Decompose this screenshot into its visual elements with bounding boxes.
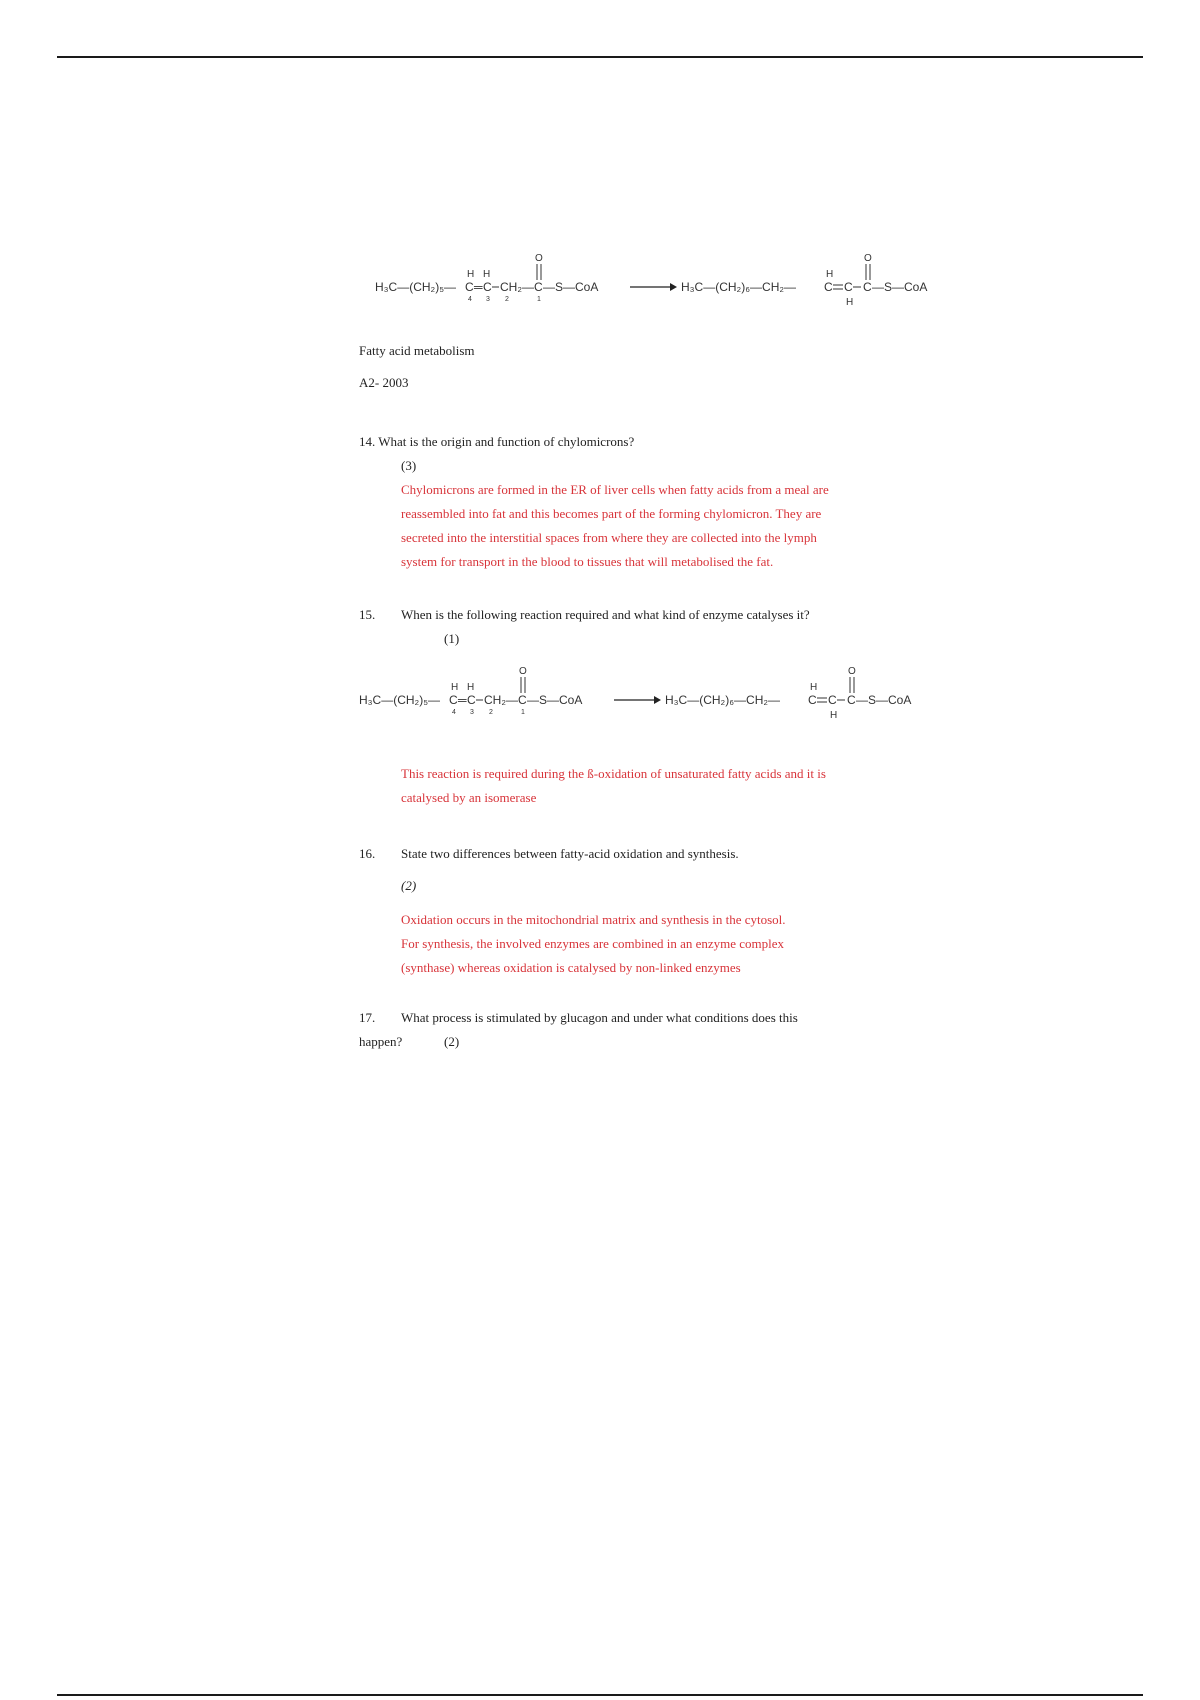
left-num3: 3 bbox=[470, 709, 474, 716]
question-16-marks: (2) bbox=[401, 878, 417, 893]
right-tail: —S—CoA bbox=[872, 280, 928, 294]
exam-year: A2- 2003 bbox=[359, 375, 409, 390]
reaction-svg-top bbox=[375, 255, 955, 315]
reaction-svg-q15 bbox=[359, 668, 939, 728]
answer-line: This reaction is required during the ß-oxidation of unsaturated fatty acids and it is bbox=[401, 766, 826, 781]
answer-15 bbox=[401, 762, 826, 810]
question-number: 16. bbox=[359, 846, 376, 861]
answer-16 bbox=[401, 908, 786, 980]
left-num1: 1 bbox=[521, 709, 525, 716]
left-h2: H bbox=[467, 682, 475, 693]
answer-line: (synthase) whereas oxidation is catalysed by non-linked enzymes bbox=[401, 960, 741, 975]
question-16 bbox=[359, 842, 739, 866]
left-prefix: H₃C—(CH₂)₅— bbox=[359, 693, 441, 707]
page-title: Fatty acid metabolism bbox=[359, 343, 475, 358]
left-num1: 1 bbox=[537, 296, 541, 303]
left-oxygen: O bbox=[535, 253, 543, 264]
answer-line: reassembled into fat and this becomes part of the forming chylomicron. They are bbox=[401, 506, 822, 521]
question-17-line2 bbox=[359, 1030, 459, 1054]
answer-line: Chylomicrons are formed in the ER of liver cells when fatty acids from a meal are bbox=[401, 482, 829, 497]
left-prefix: H₃C—(CH₂)₅— bbox=[375, 280, 457, 294]
answer-14 bbox=[401, 478, 829, 574]
right-c1: C bbox=[847, 693, 856, 707]
question-text: happen? bbox=[359, 1034, 403, 1049]
question-number: 15. bbox=[359, 607, 376, 622]
question-text: What process is stimulated by glucagon and under what conditions does this bbox=[401, 1010, 798, 1025]
reaction-diagram-top bbox=[375, 255, 955, 315]
answer-line: For synthesis, the involved enzymes are combined in an enzyme complex bbox=[401, 936, 785, 951]
right-prefix: H₃C—(CH₂)₆—CH₂— bbox=[665, 693, 781, 707]
right-c3: C bbox=[808, 693, 817, 707]
question-15-marks: (1) bbox=[444, 631, 460, 646]
left-tail: —S—CoA bbox=[527, 693, 583, 707]
right-c1: C bbox=[863, 280, 872, 294]
question-number: 17. bbox=[359, 1010, 376, 1025]
question-14: 14. What is the origin and function of chylomicrons? bbox=[359, 434, 635, 449]
left-c3: C bbox=[483, 280, 492, 294]
question-17 bbox=[359, 1006, 798, 1030]
question-15 bbox=[359, 603, 810, 627]
right-h-top: H bbox=[826, 269, 834, 280]
right-tail: —S—CoA bbox=[856, 693, 912, 707]
right-h-top: H bbox=[810, 682, 818, 693]
question-17-marks: (2) bbox=[444, 1034, 460, 1049]
left-c1: C bbox=[534, 280, 543, 294]
right-h-bottom: H bbox=[846, 297, 854, 308]
left-tail: —S—CoA bbox=[543, 280, 599, 294]
right-oxygen: O bbox=[864, 253, 872, 264]
right-c2: C bbox=[844, 280, 853, 294]
left-h1: H bbox=[451, 682, 459, 693]
right-oxygen: O bbox=[848, 666, 856, 677]
left-h2: H bbox=[483, 269, 491, 280]
left-ch2: CH₂— bbox=[500, 280, 534, 294]
question-14-marks: (3) bbox=[401, 458, 417, 473]
question-text: State two differences between fatty-acid oxidation and synthesis. bbox=[401, 846, 739, 861]
left-c3: C bbox=[467, 693, 476, 707]
left-h1: H bbox=[467, 269, 475, 280]
left-num2: 2 bbox=[489, 709, 493, 716]
left-c1: C bbox=[518, 693, 527, 707]
left-num4: 4 bbox=[452, 709, 456, 716]
question-text: When is the following reaction required and what kind of enzyme catalyses it? bbox=[401, 607, 810, 622]
bottom-rule bbox=[57, 1694, 1143, 1696]
reaction-diagram-q15 bbox=[359, 668, 939, 728]
answer-line: system for transport in the blood to tissues that will metabolised the fat. bbox=[401, 554, 774, 569]
top-rule bbox=[57, 56, 1143, 58]
left-c4: C bbox=[449, 693, 458, 707]
right-c3: C bbox=[824, 280, 833, 294]
left-ch2: CH₂— bbox=[484, 693, 518, 707]
left-num2: 2 bbox=[505, 296, 509, 303]
left-double-bond: ═ bbox=[458, 693, 467, 707]
left-double-bond: ═ bbox=[474, 280, 483, 294]
answer-line: Oxidation occurs in the mitochondrial matrix and synthesis in the cytosol. bbox=[401, 912, 786, 927]
left-num3: 3 bbox=[486, 296, 490, 303]
right-prefix: H₃C—(CH₂)₆—CH₂— bbox=[681, 280, 797, 294]
answer-line: catalysed by an isomerase bbox=[401, 790, 537, 805]
left-num4: 4 bbox=[468, 296, 472, 303]
right-h-bottom: H bbox=[830, 710, 838, 721]
left-c4: C bbox=[465, 280, 474, 294]
right-c2: C bbox=[828, 693, 837, 707]
answer-line: secreted into the interstitial spaces from where they are collected into the lymph bbox=[401, 530, 817, 545]
left-oxygen: O bbox=[519, 666, 527, 677]
